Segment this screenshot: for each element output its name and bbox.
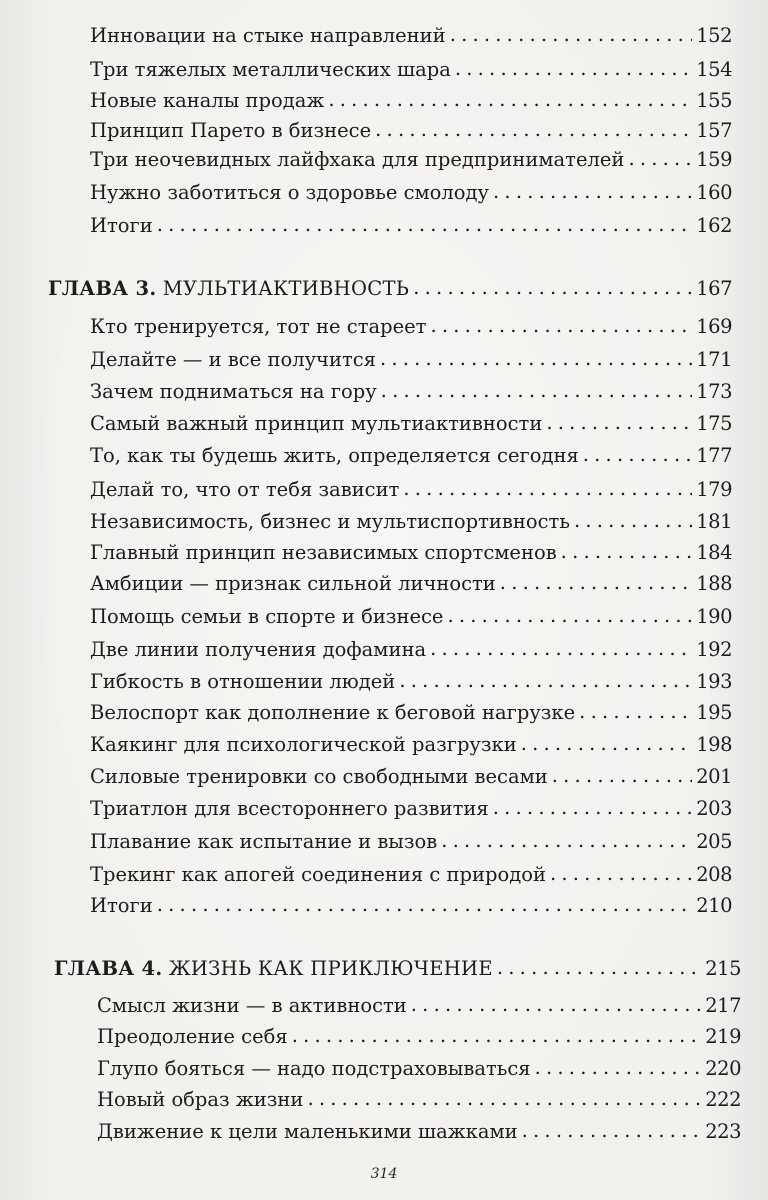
- dot-leader: [522, 1118, 702, 1144]
- dot-leader: [381, 378, 693, 404]
- toc-entry: [90, 379, 732, 405]
- toc-entry: [90, 443, 732, 469]
- toc-entry: [97, 1119, 741, 1145]
- chapter-label: ГЛАВА 3.: [48, 277, 157, 300]
- entry-title: Силовые тренировки со свободными весами: [90, 765, 548, 788]
- entry-page: 193: [696, 670, 732, 693]
- dot-leader: [500, 570, 692, 596]
- dot-leader: [441, 828, 692, 854]
- entry-title: Новые каналы продаж: [90, 89, 325, 112]
- dot-leader: [583, 442, 693, 468]
- dot-leader: [493, 179, 692, 205]
- entry-title: Итоги: [90, 894, 153, 917]
- entry-title: Независимость, бизнес и мультиспортивность: [90, 510, 570, 533]
- entry-page: 162: [696, 214, 732, 237]
- entry-page: 184: [696, 541, 732, 564]
- chapter-label: ГЛАВА 4.: [54, 957, 163, 980]
- entry-title: Гибкость в отношении людей: [90, 670, 396, 693]
- toc-entry: [90, 23, 732, 49]
- entry-title: Три тяжелых металлических шара: [90, 58, 451, 81]
- dot-leader: [413, 275, 692, 301]
- entry-title: Три неочевидных лайфхака для предпринимателей: [90, 148, 625, 171]
- entry-title: Новый образ жизни: [97, 1088, 304, 1111]
- toc-entry: [90, 180, 732, 206]
- entry-title: Движение к цели маленькими шажками: [97, 1120, 518, 1143]
- dot-leader: [455, 56, 692, 82]
- entry-page: 220: [705, 1057, 741, 1080]
- toc-entry: [90, 540, 732, 566]
- entry-page: 188: [696, 572, 732, 595]
- entry-page: 208: [696, 863, 732, 886]
- chapter-page: 215: [705, 957, 741, 980]
- toc-entry: [90, 347, 732, 373]
- toc-entry: [90, 893, 732, 919]
- dot-leader: [447, 603, 692, 629]
- chapter-page: 167: [696, 277, 732, 300]
- entry-page: 160: [696, 181, 732, 204]
- entry-title: Трекинг как апогей соединения с природой: [90, 863, 546, 886]
- chapter-heading: [48, 276, 732, 302]
- entry-title: То, как ты будешь жить, определяется сегодня: [90, 444, 579, 467]
- toc-entry: [90, 796, 732, 822]
- toc-entry: [90, 829, 732, 855]
- entry-page: 159: [696, 148, 732, 171]
- dot-leader: [380, 346, 692, 372]
- entry-page: 203: [696, 797, 732, 820]
- chapter-title: МУЛЬТИАКТИВНОСТЬ: [162, 277, 410, 300]
- entry-title: Помощь семьи в спорте и бизнесе: [90, 605, 444, 628]
- toc-entry: [90, 509, 732, 535]
- entry-title: Главный принцип независимых спортсменов: [90, 541, 557, 564]
- entry-page: 223: [705, 1120, 741, 1143]
- entry-title: Каякинг для психологической разгрузки: [90, 733, 517, 756]
- entry-page: 171: [696, 348, 732, 371]
- entry-title: Велоспорт как дополнение к беговой нагрузке: [90, 701, 576, 724]
- dot-leader: [574, 508, 692, 534]
- toc-entry: [90, 732, 732, 758]
- chapter-title-group: [54, 956, 493, 982]
- entry-page: 217: [705, 994, 741, 1017]
- dot-leader: [403, 476, 692, 502]
- entry-title: Принцип Парето в бизнесе: [90, 119, 372, 142]
- entry-page: 152: [696, 24, 732, 47]
- entry-page: 175: [696, 412, 732, 435]
- toc-entry: [90, 604, 732, 630]
- dot-leader: [546, 410, 692, 436]
- entry-page: 155: [696, 89, 732, 112]
- toc-entry: [90, 88, 732, 114]
- entry-page: 190: [696, 605, 732, 628]
- entry-title: Глупо бояться — надо подстраховываться: [97, 1057, 531, 1080]
- entry-page: 154: [696, 58, 732, 81]
- toc-entry: [90, 669, 732, 695]
- toc-entry: [97, 993, 741, 1019]
- toc-entry: [90, 213, 732, 239]
- toc-entry: [90, 147, 732, 173]
- chapter-heading: [54, 956, 741, 982]
- entry-title: Зачем подниматься на гору: [90, 380, 377, 403]
- dot-leader: [628, 146, 692, 172]
- dot-leader: [399, 668, 692, 694]
- entry-page: 179: [696, 478, 732, 501]
- entry-page: 181: [696, 510, 732, 533]
- entry-title: Триатлон для всестороннего развития: [90, 797, 489, 820]
- toc-entry: [90, 764, 732, 790]
- dot-leader: [579, 699, 692, 725]
- entry-title: Две линии получения дофамина: [90, 638, 427, 661]
- dot-leader: [157, 892, 693, 918]
- entry-page: 210: [696, 894, 732, 917]
- dot-leader: [535, 1055, 702, 1081]
- dot-leader: [430, 313, 692, 339]
- chapter-title-group: [48, 276, 409, 302]
- toc-entry: [90, 637, 732, 663]
- dot-leader: [430, 636, 692, 662]
- toc-entry: [90, 571, 732, 597]
- dot-leader: [493, 795, 693, 821]
- entry-title: Нужно заботиться о здоровье смолоду: [90, 181, 490, 204]
- dot-leader: [157, 212, 693, 238]
- entry-page: 222: [705, 1088, 741, 1111]
- entry-title: Смысл жизни — в активности: [97, 994, 407, 1017]
- dot-leader: [328, 87, 692, 113]
- dot-leader: [292, 1023, 702, 1049]
- dot-leader: [375, 117, 692, 143]
- entry-title: Инновации на стыке направлений: [90, 24, 446, 47]
- entry-title: Преодоление себя: [97, 1025, 288, 1048]
- toc-entry: [90, 314, 732, 340]
- dot-leader: [561, 539, 693, 565]
- entry-title: Плавание как испытание и вызов: [90, 830, 438, 853]
- dot-leader: [550, 861, 692, 887]
- entry-page: 205: [696, 830, 732, 853]
- dot-leader: [411, 992, 701, 1018]
- entry-page: 219: [705, 1025, 741, 1048]
- toc-entry: [97, 1056, 741, 1082]
- entry-page: 198: [696, 733, 732, 756]
- toc-entry: [90, 700, 732, 726]
- entry-page: 195: [696, 701, 732, 724]
- dot-leader: [497, 955, 701, 981]
- entry-title: Кто тренируется, тот не стареет: [90, 315, 427, 338]
- entry-title: Итоги: [90, 214, 153, 237]
- entry-title: Делай то, что от тебя зависит: [90, 478, 400, 501]
- dot-leader: [552, 763, 693, 789]
- toc-entry: [97, 1087, 741, 1113]
- entry-page: 169: [696, 315, 732, 338]
- entry-title: Самый важный принцип мультиактивности: [90, 412, 543, 435]
- dot-leader: [521, 731, 693, 757]
- toc-entry: [90, 118, 732, 144]
- entry-page: 192: [696, 638, 732, 661]
- entry-title: Амбиции — признак сильной личности: [90, 572, 496, 595]
- entry-page: 177: [696, 444, 732, 467]
- entry-page: 157: [696, 119, 732, 142]
- page-number: 314: [370, 1166, 398, 1182]
- dot-leader: [450, 22, 693, 48]
- toc-entry: [90, 477, 732, 503]
- chapter-title: ЖИЗНЬ КАК ПРИКЛЮЧЕНИЕ: [168, 957, 493, 980]
- entry-page: 173: [696, 380, 732, 403]
- toc-entry: [90, 862, 732, 888]
- dot-leader: [307, 1086, 701, 1112]
- entry-title: Делайте — и все получится: [90, 348, 376, 371]
- toc-entry: [90, 57, 732, 83]
- toc-entry: [97, 1024, 741, 1050]
- entry-page: 201: [696, 765, 732, 788]
- toc-entry: [90, 411, 732, 437]
